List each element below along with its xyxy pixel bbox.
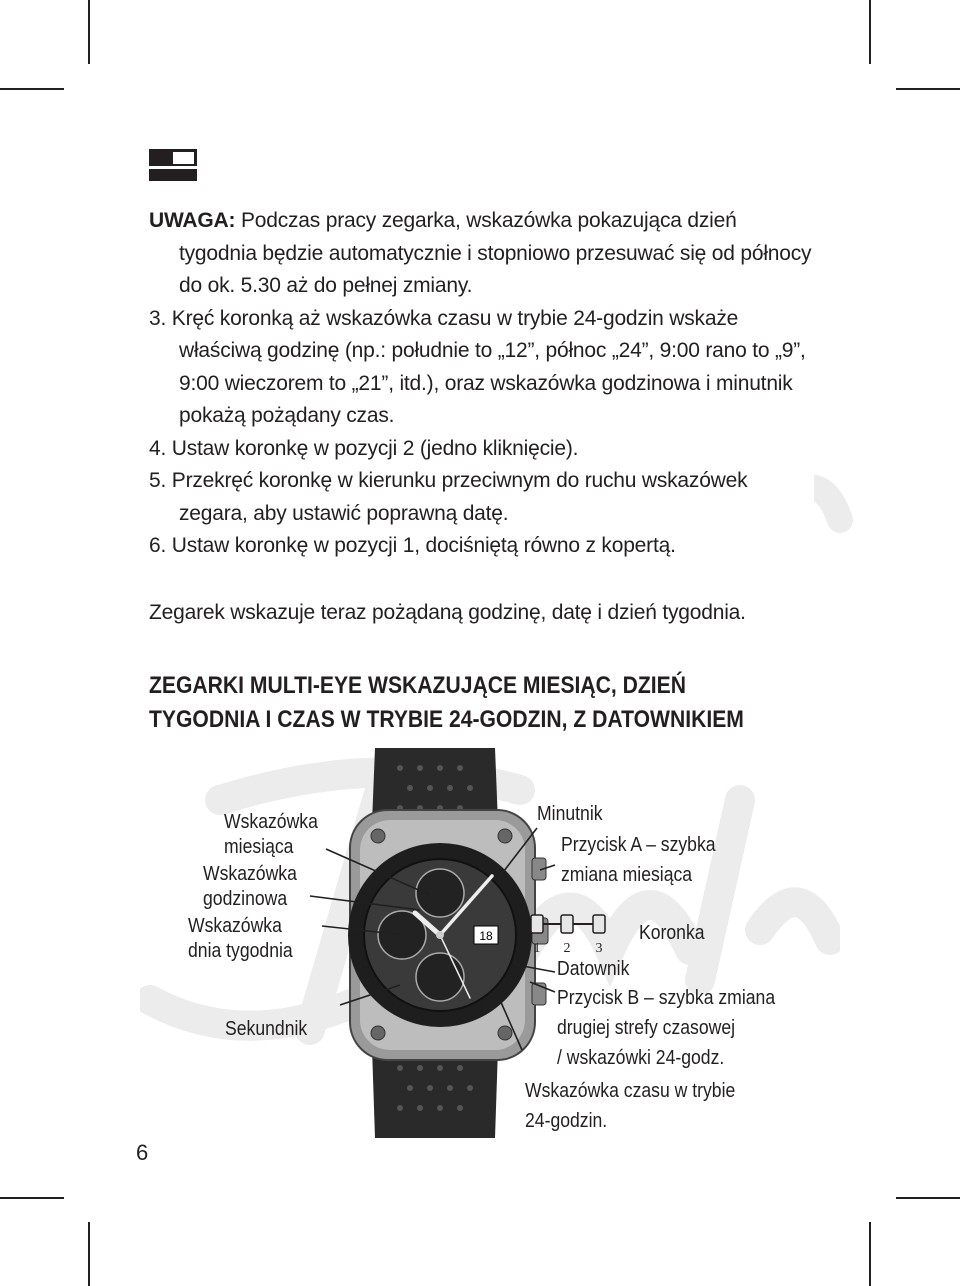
label-line: / wskazówki 24-godz. (557, 1047, 725, 1069)
crown-position-2: 2 (563, 941, 571, 956)
label-second-hand: Sekundnik (225, 1018, 308, 1040)
label-line: zmiana miesiąca (561, 864, 693, 886)
label-line: Wskazówka czasu w trybie (525, 1080, 736, 1102)
note-text: Podczas pracy zegarka, wskazówka pokazująca dzień tygodnia będzie automatycznie i stopniowo przesuwać się od północy do ok. 5.30 aż do pełnej zmiany. (179, 209, 812, 297)
note-label: UWAGA: (149, 209, 236, 232)
page-number: 6 (136, 1140, 149, 1165)
step-text: Ustaw koronkę w pozycji 2 (jedno kliknięcie). (171, 436, 579, 460)
label-line: dnia tygodnia (188, 940, 293, 962)
summary-text: Zegarek wskazuje teraz pożądaną godzinę, datę i dzień tygodnia. (149, 600, 746, 624)
label-line: Wskazówka (203, 863, 297, 885)
label-crown: Koronka (639, 922, 705, 944)
step-text: Przekręć koronkę w kierunku przeciwnym do ruchu wskazówek zegara, aby ustawić poprawną datę. (171, 469, 748, 525)
label-date: Datownik (557, 958, 630, 980)
label-line: miesiąca (224, 836, 294, 858)
step-number: 3. (149, 306, 167, 330)
heading-line-1: ZEGARKI MULTI-EYE WSKAZUJĄCE MIESIĄC, DZIEŃ (149, 672, 687, 699)
crown-position-1: 1 (533, 941, 541, 956)
label-24h-hand (525, 1079, 735, 1134)
label-line: Przycisk A – szybka (561, 834, 716, 856)
date-window-value: 18 (479, 929, 493, 943)
label-line: drugiej strefy czasowej (557, 1017, 736, 1039)
label-minute-hand: Minutnik (537, 803, 603, 825)
heading-line-2: TYGODNIA I CZAS W TRYBIE 24-GODZIN, Z DATOWNIKIEM (149, 706, 744, 733)
step-number: 4. (149, 436, 167, 460)
step-number: 5. (149, 469, 167, 492)
step-text: Kręć koronką aż wskazówka czasu w trybie 24-godzin wskaże właściwą godzinę (np.: południe to „12”, północ „24”, 9:00 rano to „9”, 9:00 wieczorem to „21”, itd.), oraz wskazówka godzinowa i minutnik pokażą pożądany czas. (171, 306, 806, 427)
label-line: Przycisk B – szybka zmiana (557, 987, 776, 1009)
crown-position-3: 3 (595, 941, 603, 956)
label-day-hand (188, 914, 293, 964)
label-line: godzinowa (203, 888, 288, 910)
label-button-b (557, 986, 775, 1071)
label-line: 24-godzin. (525, 1110, 608, 1132)
step-text: Ustaw koronkę w pozycji 1, dociśniętą równo z kopertą. (171, 534, 676, 557)
label-line: Wskazówka (188, 915, 282, 937)
label-button-a (561, 833, 716, 888)
label-hour-hand (203, 862, 297, 912)
label-line: Wskazówka (224, 811, 318, 833)
label-month-hand (224, 810, 318, 860)
step-number: 6. (149, 534, 167, 557)
crown-positions-diagram (527, 910, 637, 960)
